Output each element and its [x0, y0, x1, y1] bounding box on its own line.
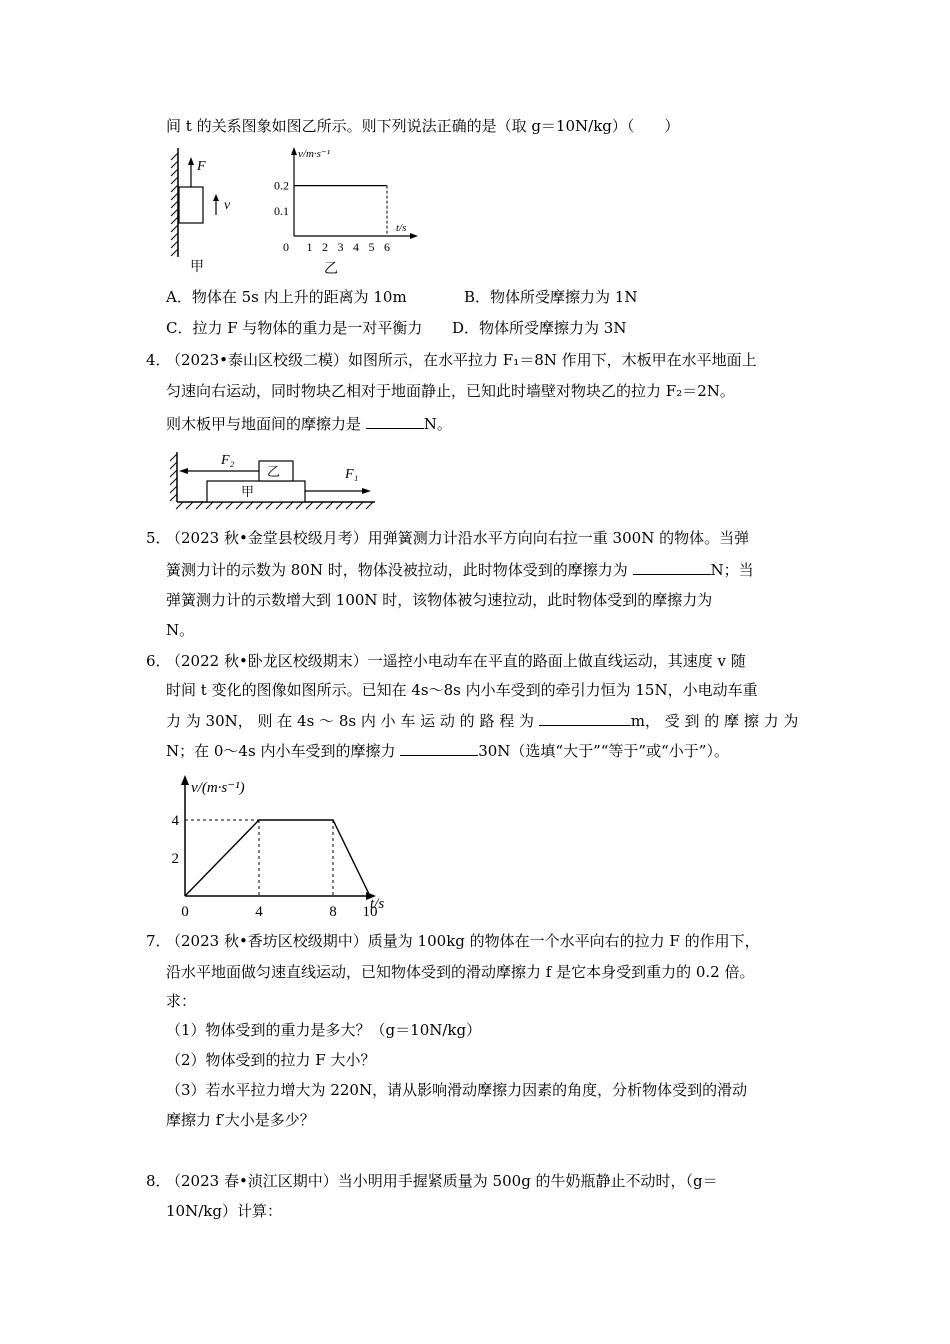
label-f1: F₁: [345, 467, 359, 482]
q7-sub2: （2）物体受到的拉力 F 大小？: [166, 1051, 376, 1069]
force-label-f: F: [197, 159, 206, 174]
q4-line1: （2023•泰山区校级二模）如图所示，在水平拉力 F₁＝8N 作用下，木板甲在水平地面上: [166, 351, 757, 369]
q7-sub3: （3）若水平拉力增大为 220N，请从影响滑动摩擦力因素的角度，分析物体受到的滑动: [166, 1081, 748, 1099]
q4-answer-blank[interactable]: [366, 413, 424, 429]
x-axis-arrow: [410, 233, 418, 239]
q5-line4: N。: [166, 621, 195, 639]
x-tick-label: 4: [255, 904, 263, 920]
x-tick-label: 5: [368, 240, 375, 254]
y-tick-label: 4: [171, 813, 179, 829]
x-axis-label: t/s: [370, 896, 385, 912]
q5-line3: 弹簧测力计的示数增大到 100N 时，该物体被匀速拉动，此时物体受到的摩擦力为: [166, 591, 713, 609]
q6-line3: 力 为 30N， 则 在 4s ～ 8s 内 小 车 运 动 的 路 程 为 m， 受 到 的 摩 擦 力 为: [166, 712, 799, 730]
q4-figure: [165, 448, 380, 510]
y-tick-label: 2: [171, 851, 179, 867]
x-tick-label: 0: [283, 240, 289, 254]
velocity-label-v: v: [224, 198, 231, 213]
q7-sub3-cont: 摩擦力 f′大小是多少？: [166, 1111, 315, 1129]
y-axis-label: v/(m·s⁻¹): [191, 780, 245, 796]
label-yi: 乙: [267, 464, 281, 479]
caption-jia: 甲: [190, 260, 204, 275]
q7-sub1: （1）物体受到的重力是多大？（g＝10N/kg）: [166, 1021, 482, 1039]
q3-option-d: D．物体所受摩擦力为 3N: [452, 319, 627, 337]
x-tick-label: 6: [384, 240, 390, 254]
q7-line3: 求：: [166, 992, 197, 1010]
q4-number: 4．: [146, 351, 171, 369]
q4-line2: 匀速向右运动，同时物块乙相对于地面静止，已知此时墙壁对物块乙的拉力 F₂＝2N。: [166, 382, 735, 400]
q3-option-a: A．物体在 5s 内上升的距离为 10m: [166, 288, 407, 306]
q6-line2: 时间 t 变化的图像如图所示。已知在 4s～8s 内小车受到的牵引力恒为 15N，小电动车重: [166, 681, 758, 699]
q8-number: 8．: [146, 1172, 171, 1190]
y-axis-label: v/m·s⁻¹: [298, 148, 331, 160]
q5-number: 5．: [146, 529, 171, 547]
q8-line1: （2023 春•浈江区期中）当小明用手握紧质量为 500g 的牛奶瓶静止不动时，（g＝: [166, 1172, 718, 1190]
velocity-line: [185, 820, 370, 896]
x-tick-label: 1: [306, 240, 313, 254]
q3-vt-chart: [262, 143, 432, 278]
q3-option-c: C．拉力 F 与物体的重力是一对平衡力: [166, 319, 423, 337]
q5-answer-blank-1[interactable]: [633, 559, 711, 575]
q7-number: 7．: [146, 932, 171, 950]
x-axis-label: t/s: [396, 222, 407, 234]
y-tick-label: 0.2: [274, 178, 289, 193]
q6-line4: N；在 0～4s 内小车受到的摩擦力 30N（选填“大于”“等于”或“小于”）。: [166, 742, 729, 760]
q3-stem-tail: 间 t 的关系图象如图乙所示。则下列说法正确的是（取 g＝10N/kg）（ ）: [166, 117, 680, 135]
label-jia: 甲: [241, 484, 255, 499]
label-f2: F₂: [221, 453, 235, 468]
x-tick-label: 4: [353, 240, 359, 254]
x-tick-label: 2: [322, 240, 328, 254]
q8-line2: 10N/kg）计算：: [166, 1202, 282, 1220]
q6-number: 6．: [146, 652, 171, 670]
x-tick-label: 10: [362, 904, 378, 920]
caption-yi: 乙: [324, 262, 338, 277]
q5-line1: （2023 秋•金堂县校级月考）用弹簧测力计沿水平方向向右拉一重 300N 的物体。当弹: [166, 529, 750, 547]
q7-line2: 沿水平地面做匀速直线运动，已知物体受到的滑动摩擦力 f 是它本身受到重力的 0.2 倍。: [166, 963, 755, 981]
y-axis-arrow: [181, 775, 189, 785]
x-tick-label: 8: [329, 904, 337, 920]
x-tick-label: 3: [337, 240, 344, 254]
q4-line3: 则木板甲与地面间的摩擦力是 N。: [166, 415, 452, 433]
q6-line1: （2022 秋•卧龙区校级期末）一遥控小电动车在平直的路面上做直线运动，其速度 v 随: [166, 652, 746, 670]
q6-answer-blank-1[interactable]: [539, 710, 631, 726]
q3-option-b: B．物体所受摩擦力为 1N: [464, 288, 638, 306]
x-tick-label: 0: [181, 904, 189, 920]
y-axis-arrow: [291, 147, 297, 155]
q6-vt-chart: [162, 770, 402, 920]
q5-line2: 簧测力计的示数为 80N 时，物体没被拉动，此时物体受到的摩擦力为 N；当: [166, 561, 754, 579]
q6-answer-blank-2[interactable]: [400, 740, 478, 756]
q3-fig-jia: [160, 145, 250, 275]
q7-line1: （2023 秋•香坊区校级期中）质量为 100kg 的物体在一个水平向右的拉力 F 的作用下，: [166, 932, 760, 950]
y-tick-label: 0.1: [274, 203, 289, 218]
